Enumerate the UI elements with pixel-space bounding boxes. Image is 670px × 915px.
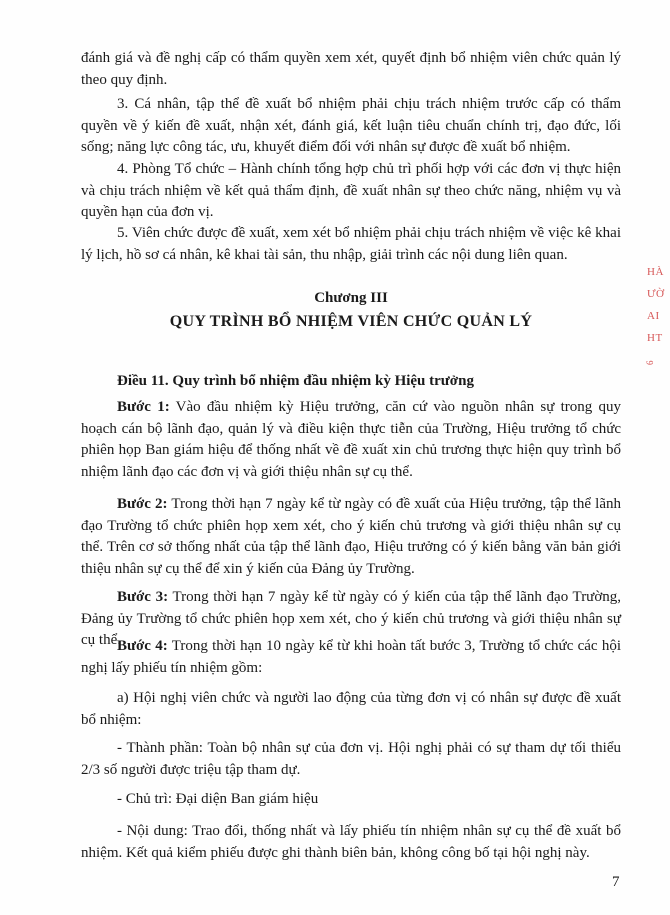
step-4-text: Trong thời hạn 10 ngày kể từ khi hoàn tất bước 3, Trường tổ chức các hội nghị lấy phiếu tín nhiệm gồm: — [81, 638, 622, 676]
paragraph-continuation: đánh giá và đề nghị cấp có thẩm quyền xem xét, quyết định bổ nhiệm viên chức quản lý theo quy định. — [81, 50, 621, 88]
step-4 — [81, 636, 621, 679]
page-number: 7 — [612, 874, 620, 890]
paragraph-item-4: 4. Phòng Tổ chức – Hành chính tổng hợp chủ trì phối hợp với các đơn vị thực hiện và chịu trách nhiệm về kết quả thẩm định, đề xuất nhân sự theo chức năng, nhiệm vụ và quyền hạn của đơn vị. — [81, 161, 621, 220]
step-2-label: Bước 2: — [117, 496, 168, 512]
step-1-text: Vào đầu nhiệm kỳ Hiệu trưởng, căn cứ vào nguồn nhân sự trong quy hoạch cán bộ lãnh đạo, quản lý và điều kiện thực tiễn của Trường, Hiệu trưởng tổ chức phiên họp Ban giám hiệu để thống nhất về đề xuất xin chủ trương thực hiện quy trình bổ nhiệm lãnh đạo các đơn vị và giới thiệu nhân sự cụ thể. — [81, 399, 621, 480]
item-members: - Thành phần: Toàn bộ nhân sự của đơn vị. Hội nghị phải có sự tham dự tối thiểu 2/3 số người được triệu tập tham dự. — [81, 740, 621, 778]
article-title: Điều 11. Quy trình bổ nhiệm đầu nhiệm kỳ Hiệu trưởng — [117, 373, 474, 389]
step-1 — [81, 397, 621, 483]
item-content: - Nội dung: Trao đổi, thống nhất và lấy phiếu tín nhiệm nhân sự cụ thể đề xuất bổ nhiệm. Kết quả kiểm phiếu được ghi thành biên bản, không công bố tại hội nghị này. — [81, 823, 621, 861]
step-2 — [81, 494, 621, 580]
paragraph-item-3: 3. Cá nhân, tập thể đề xuất bổ nhiệm phải chịu trách nhiệm trước cấp có thẩm quyền về ý kiến đề xuất, nhận xét, đánh giá, kết luận tiêu chuẩn chính trị, đạo đức, lối sống; năng lực công tác, ưu, khuyết điểm đối với nhân sự được đề xuất bổ nhiệm. — [81, 96, 621, 155]
chapter-title: QUY TRÌNH BỔ NHIỆM VIÊN CHỨC QUẢN LÝ — [169, 313, 533, 330]
paragraph-item-5: 5. Viên chức được đề xuất, xem xét bổ nhiệm phải chịu trách nhiệm về việc kê khai lý lịch, hồ sơ cá nhân, kê khai tài sản, thu nhập, giải trình các nội dung liên quan. — [81, 225, 621, 263]
item-a: a) Hội nghị viên chức và người lao động của từng đơn vị có nhân sự được đề xuất bổ nhiệm: — [81, 690, 621, 728]
step-1-label: Bước 1: — [117, 399, 170, 415]
step-2-text: Trong thời hạn 7 ngày kể từ ngày có đề xuất của Hiệu trưởng, tập thể lãnh đạo Trường tổ chức phiên họp xem xét, cho ý kiến chủ trương và giới thiệu nhân sự cụ thể. Trên cơ sở thống nhất của tập thể lãnh đạo, Hiệu trưởng có ý kiến bằng văn bản giới thiệu nhân sự cụ thể để xin ý kiến của Đảng ủy Trường. — [81, 496, 621, 577]
step-4-label: Bước 4: — [117, 638, 168, 654]
chapter-label: Chương III — [314, 290, 388, 306]
step-3-text: Trong thời hạn 7 ngày kể từ ngày có ý kiến của tập thể lãnh đạo Trường, Đảng ủy Trường tổ chức phiên họp xem xét, cho ý kiến chủ trương và giới thiệu nhân sự cụ thể. — [81, 589, 621, 648]
step-3-label: Bước 3: — [117, 589, 169, 605]
item-chair: - Chủ trì: Đại diện Ban giám hiệu — [117, 791, 319, 807]
red-stamp-fragment: HÀ ƯỜ AI HT 9 — [645, 266, 665, 366]
